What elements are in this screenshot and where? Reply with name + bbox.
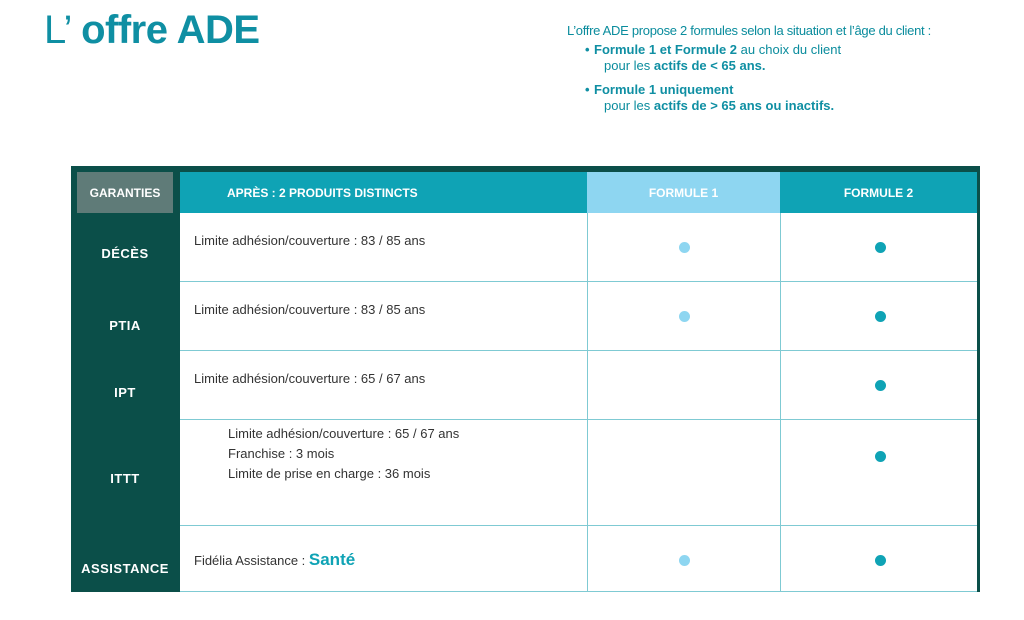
row-description [180, 282, 587, 351]
row-description [180, 351, 587, 420]
description-line: Limite adhésion/couverture : 65 / 67 ans [194, 371, 426, 386]
intro-bullet-2 [585, 82, 1019, 114]
description-line: Franchise : 3 mois [228, 446, 335, 461]
included-dot-icon [875, 242, 886, 253]
header-garanties: GARANTIES [77, 172, 173, 213]
table-row-assistance [77, 526, 977, 592]
row-label: ASSISTANCE [77, 526, 173, 592]
table-row-ptia [77, 282, 977, 351]
description-line: Limite adhésion/couverture : 83 / 85 ans [194, 302, 426, 317]
bullet1-text2: pour les [604, 58, 654, 73]
description-line: Limite adhésion/couverture : 65 / 67 ans [228, 426, 460, 441]
intro-lead: L’offre ADE propose 2 formules selon la situation et l’âge du client : [567, 23, 931, 38]
title-prefix: L’ [44, 8, 71, 52]
bullet1-em1: Formule 1 et Formule 2 [594, 42, 738, 57]
page-title [44, 8, 260, 53]
cell-formule-2 [780, 351, 977, 420]
cell-formule-2 [780, 282, 977, 351]
bullet-icon: • [585, 42, 590, 57]
table-row-deces [77, 213, 977, 282]
row-label: DÉCÈS [77, 213, 173, 282]
row-description [180, 420, 587, 526]
guarantees-table [71, 166, 980, 592]
cell-formule-1 [587, 351, 780, 420]
intro-text [567, 23, 1019, 114]
included-dot-icon [875, 311, 886, 322]
cell-formule-2 [780, 420, 977, 526]
cell-formule-2 [780, 526, 977, 592]
intro-bullet-1 [585, 42, 1019, 74]
bullet1-text1: au choix du client [737, 42, 842, 57]
bullet1-em2: actifs de < 65 ans. [653, 58, 766, 73]
header-formule-1: FORMULE 1 [587, 172, 780, 213]
title-main: offre ADE [81, 8, 260, 52]
bullet2-em2: actifs de > 65 ans ou inactifs. [653, 98, 835, 113]
description-line: Fidélia Assistance : Santé [194, 550, 356, 569]
included-dot-icon [679, 311, 690, 322]
row-label: IPT [77, 351, 173, 420]
table-row-ittt [77, 420, 977, 526]
cell-formule-1 [587, 526, 780, 592]
included-dot-icon [875, 451, 886, 462]
cell-formule-1 [587, 282, 780, 351]
row-label: ITTT [77, 420, 173, 526]
included-dot-icon [679, 555, 690, 566]
header-apres: APRÈS : 2 PRODUITS DISTINCTS [180, 172, 587, 213]
cell-formule-2 [780, 213, 977, 282]
bullet-icon: • [585, 82, 590, 97]
cell-formule-1 [587, 213, 780, 282]
row-description [180, 213, 587, 282]
cell-formule-1 [587, 420, 780, 526]
included-dot-icon [875, 555, 886, 566]
description-line: Limite de prise en charge : 36 mois [228, 466, 431, 481]
included-dot-icon [679, 242, 690, 253]
table-row-ipt [77, 351, 977, 420]
bullet2-em1: Formule 1 uniquement [594, 82, 734, 97]
description-line: Limite adhésion/couverture : 83 / 85 ans [194, 233, 426, 248]
row-label: PTIA [77, 282, 173, 351]
header-formule-2: FORMULE 2 [780, 172, 977, 213]
sante-highlight: Santé [308, 550, 356, 569]
bullet2-text2: pour les [604, 98, 654, 113]
row-description [180, 526, 587, 592]
included-dot-icon [875, 380, 886, 391]
